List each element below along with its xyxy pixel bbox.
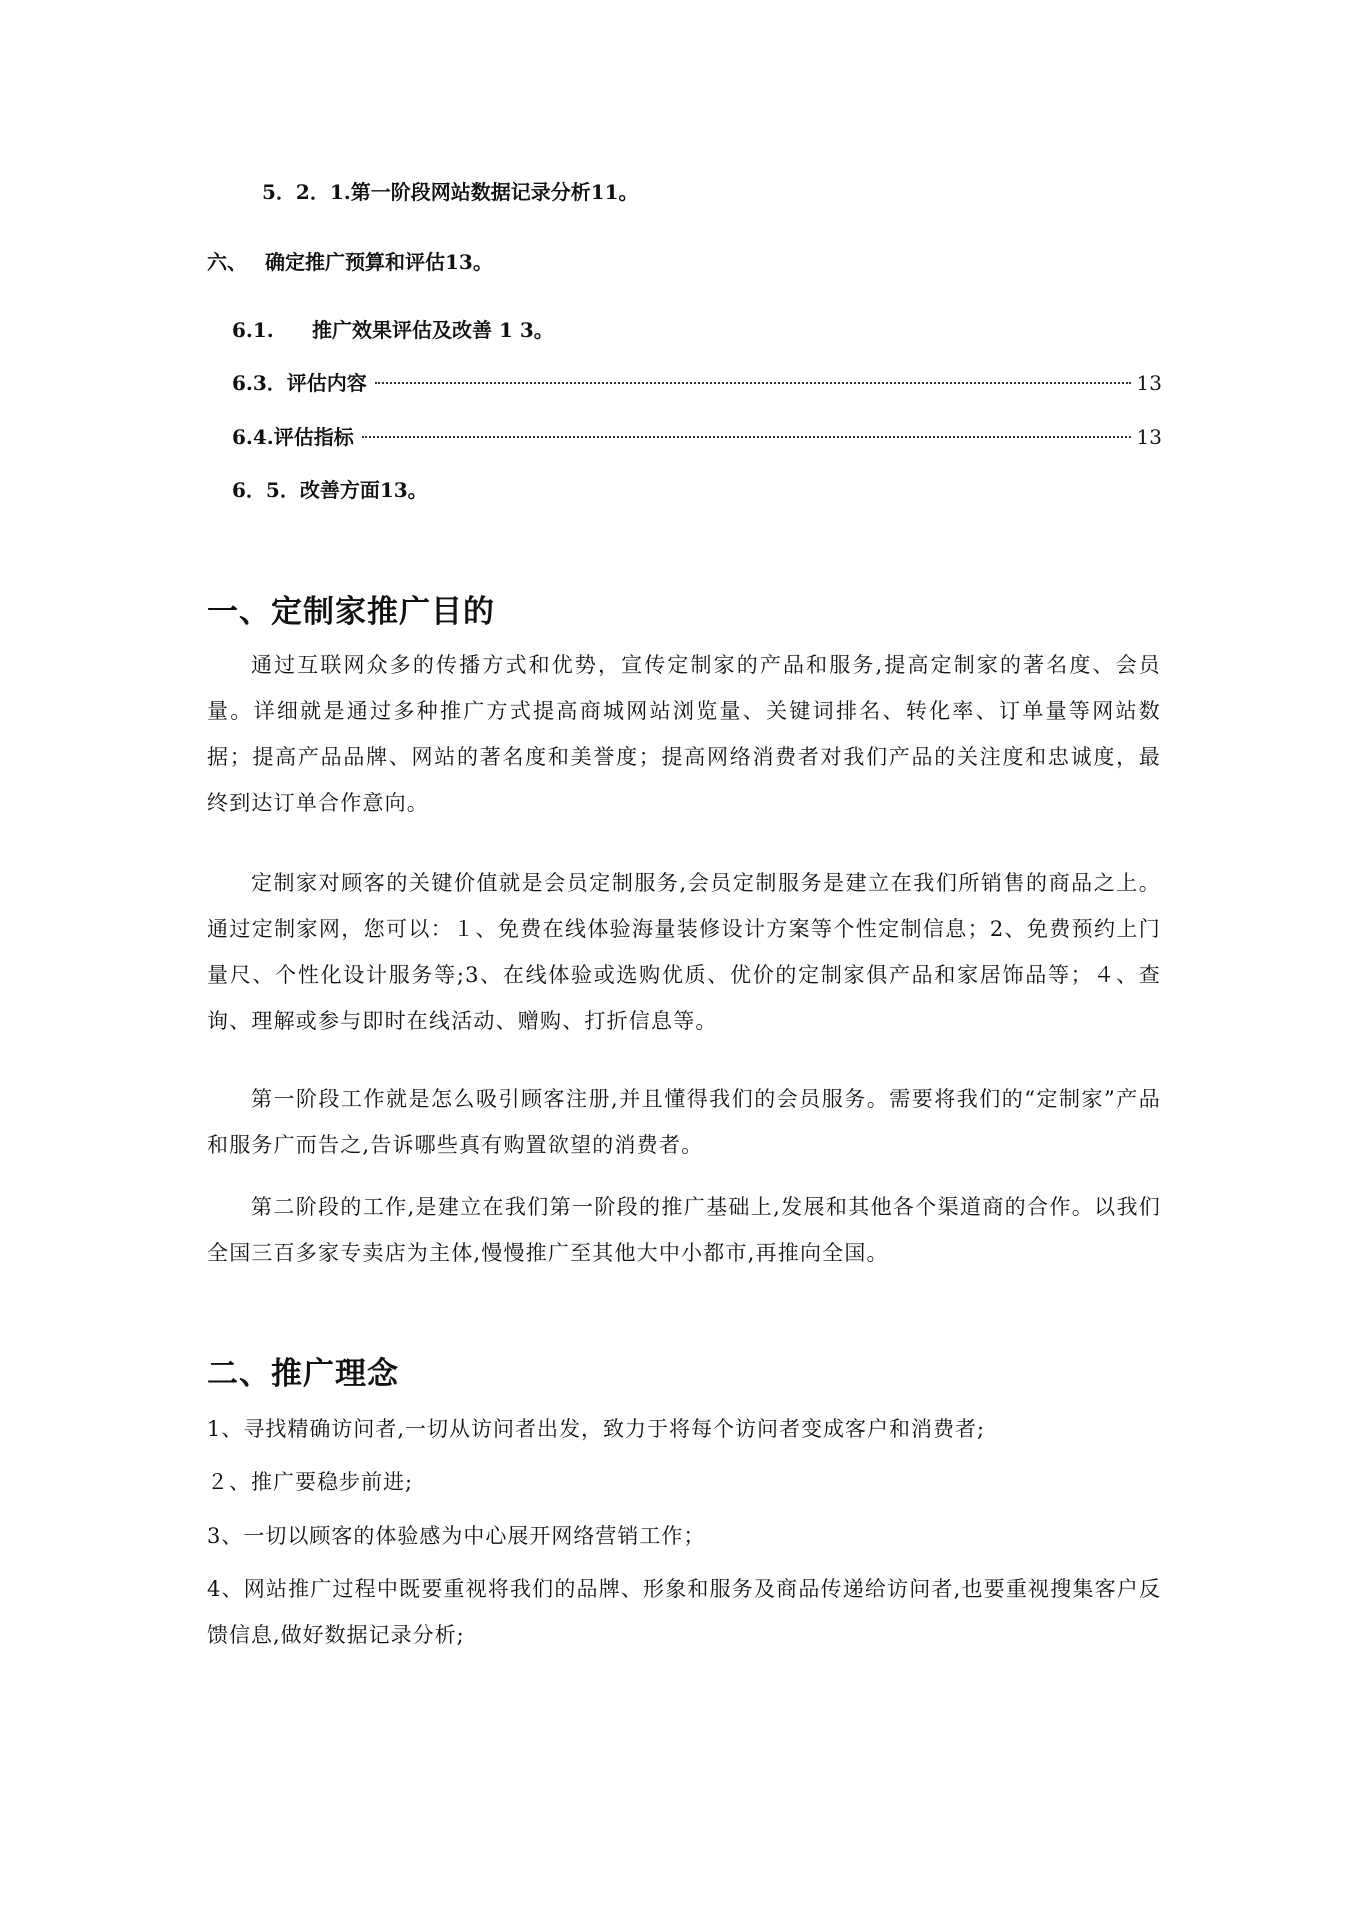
toc-page: 13 — [1136, 371, 1162, 395]
toc-item-6-1[interactable] — [232, 314, 554, 346]
principle-item: ２、推广要稳步前进; — [207, 1470, 414, 1494]
toc-item-6-3[interactable] — [232, 367, 1162, 399]
toc-number: 6.4. — [232, 425, 274, 449]
toc-title: 第一阶段网站数据记录分析11。 — [350, 180, 639, 204]
toc-title: 推广效果评估及改善 1 3。 — [312, 318, 554, 342]
toc-page: 13 — [1136, 425, 1162, 449]
toc-item-6-4[interactable] — [232, 421, 1162, 453]
toc-leader — [375, 382, 1131, 384]
principle-item: 1、寻找精确访问者,一切从访问者出发，致力于将每个访问者变成客户和消费者; — [207, 1417, 986, 1441]
principle-item: 3、一切以顾客的体验感为中心展开网络营销工作； — [207, 1524, 706, 1548]
toc-number: 6.1. — [232, 318, 274, 342]
toc-item-5-2-1[interactable] — [262, 176, 639, 208]
section-1-heading: 一、定制家推广目的 — [207, 594, 495, 630]
section-2-heading: 二、推广理念 — [207, 1356, 399, 1392]
toc-number: 六、 — [207, 250, 247, 274]
toc-number: 5．2．1. — [262, 180, 351, 204]
toc-title: 确定推广预算和评估13。 — [265, 250, 493, 274]
toc-title: 评估内容 — [286, 371, 367, 395]
section-1-paragraph: 通过互联网众多的传播方式和优势，宣传定制家的产品和服务,提高定制家的著名度、会员量。详细就是通过多种推广方式提高商城网站浏览量、关键词排名、转化率、订单量等网站数据；提高产品品牌、网站的著名度和美誉度；提高网络消费者对我们产品的关注度和忠诚度，最终到达订单合作意向。 — [207, 653, 1161, 815]
section-1-paragraph: 定制家对顾客的关键价值就是会员定制服务,会员定制服务是建立在我们所销售的商品之上。通过定制家网，您可以：１、免费在线体验海量装修设计方案等个性定制信息；2、免费预约上门量尺、个性化设计服务等;3、在线体验或选购优质、优价的定制家俱产品和家居饰品等；４、查询、理解或参与即时在线活动、赠购、打折信息等。 — [207, 871, 1161, 1033]
toc-number: 6.3． — [232, 371, 287, 395]
toc-item-6[interactable] — [207, 246, 493, 278]
principle-item: 4、网站推广过程中既要重视将我们的品牌、形象和服务及商品传递给访问者,也要重视搜集客户反馈信息,做好数据记录分析; — [207, 1577, 1161, 1647]
section-1-paragraph: 第一阶段工作就是怎么吸引顾客注册,并且懂得我们的会员服务。需要将我们的“定制家”产品和服务广而告之,告诉哪些真有购置欲望的消费者。 — [207, 1087, 1161, 1157]
toc-title: 评估指标 — [273, 425, 354, 449]
toc-title: 改善方面13。 — [299, 478, 428, 502]
section-1-paragraph: 第二阶段的工作,是建立在我们第一阶段的推广基础上,发展和其他各个渠道商的合作。以我们全国三百多家专卖店为主体,慢慢推广至其他大中小都市,再推向全国。 — [207, 1195, 1161, 1265]
toc-leader — [362, 436, 1131, 438]
toc-item-6-5[interactable] — [232, 474, 428, 506]
toc-number: 6．5． — [232, 478, 300, 502]
